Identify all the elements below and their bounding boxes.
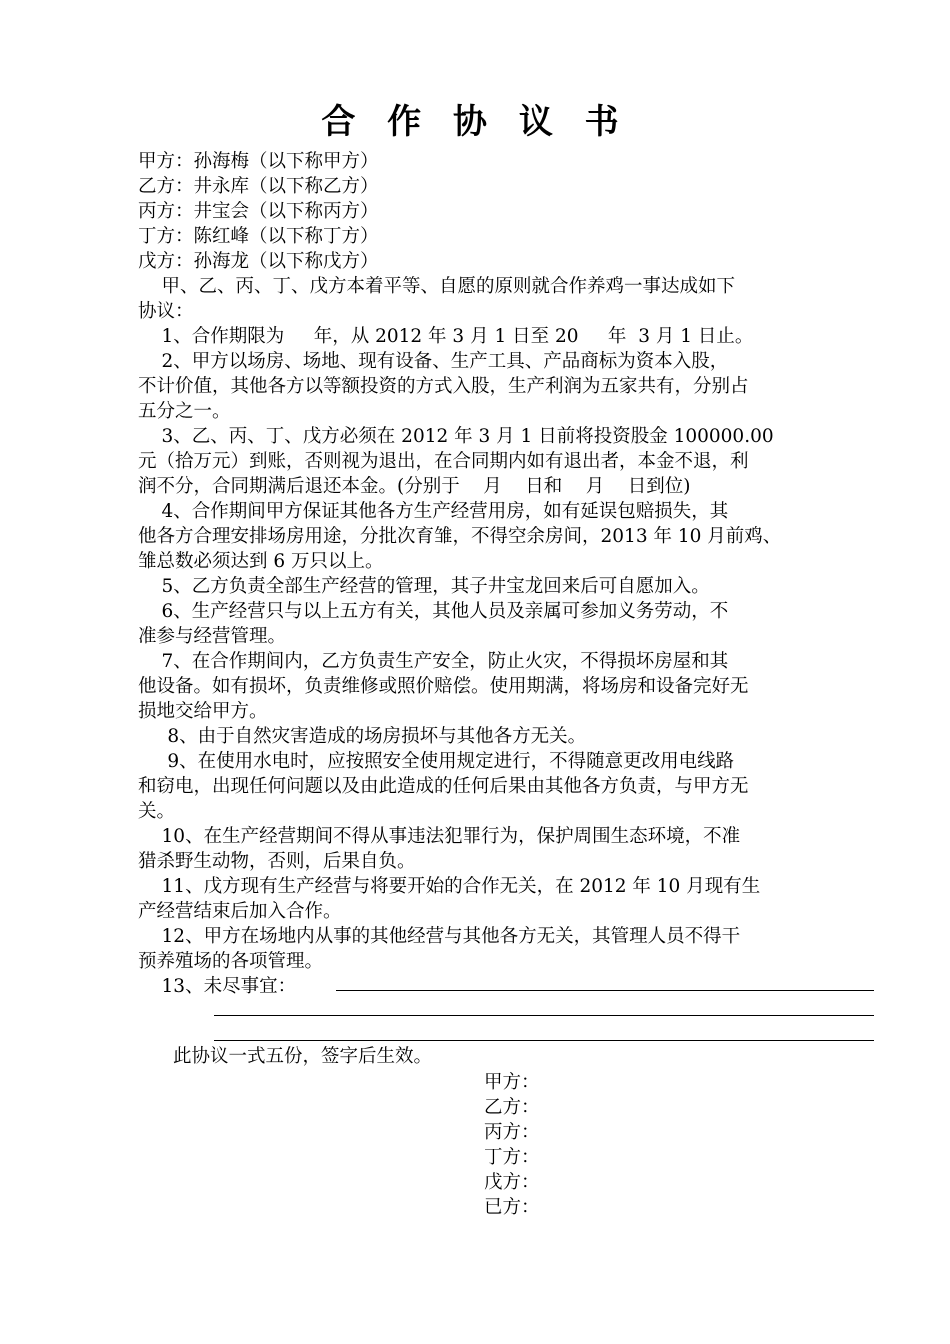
- blank-fill-line-3: [214, 1040, 874, 1041]
- party-line-bing: 丙方：井宝会（以下称丙方）: [138, 201, 379, 222]
- signature-bing: 丙方：: [484, 1122, 540, 1143]
- party-line-jia: 甲方：孙海梅（以下称甲方）: [138, 151, 379, 172]
- clause-2-line: 2、甲方以场房、场地、现有设备、生产工具、产品商标为资本入股，: [138, 351, 729, 372]
- clause-6-line: 6、生产经营只与以上五方有关，其他人员及亲属可参加义务劳动，不: [138, 601, 729, 622]
- signature-yi: 乙方：: [484, 1097, 540, 1118]
- signature-yi-extra: 已方：: [484, 1197, 540, 1218]
- party-line-wu: 戊方：孙海龙（以下称戊方）: [138, 251, 379, 272]
- clause-13-label: 13、未尽事宜：: [138, 976, 297, 997]
- agreement-body: [138, 149, 884, 999]
- clause-9-line: 关。: [138, 801, 176, 822]
- clause-11-line: 11、戊方现有生产经营与将要开始的合作无关，在 2012 年 10 月现有生: [138, 876, 761, 897]
- clause-12-line: 预养殖场的各项管理。: [138, 951, 324, 972]
- clause-1-line: 1、合作期限为 年，从 2012 年 3 月 1 日至 20 年 3 月 1 日止。: [138, 326, 754, 347]
- clause-4-line: 4、合作期间甲方保证其他各方生产经营用房，如有延误包赔损失，其: [138, 501, 729, 522]
- clause-4-line: 雏总数必须达到 6 万只以上。: [138, 551, 384, 572]
- clause-7-line: 他设备。如有损坏，负责维修或照价赔偿。使用期满，将场房和设备完好无: [138, 676, 749, 697]
- clause-9-line: 9、在使用水电时，应按照安全使用规定进行，不得随意更改用电线路: [138, 751, 735, 772]
- clause-11-line: 产经营结束后加入合作。: [138, 901, 342, 922]
- signature-ding: 丁方：: [484, 1147, 540, 1168]
- clause-3-line: 润不分，合同期满后退还本金。(分别于 月 日和 月 日到位): [138, 476, 691, 497]
- clause-7-line: 损地交给甲方。: [138, 701, 268, 722]
- clause-6-line: 准参与经营管理。: [138, 626, 287, 647]
- clause-13-row: [138, 974, 884, 999]
- closing-note: 此协议一式五份，签字后生效。: [173, 1046, 433, 1067]
- signature-block: [484, 1070, 540, 1220]
- clause-7-line: 7、在合作期间内，乙方负责生产安全，防止火灾，不得损坏房屋和其: [138, 651, 729, 672]
- clause-8-line: 8、由于自然灾害造成的场房损坏与其他各方无关。: [138, 726, 587, 747]
- clause-10-line: 猎杀野生动物，否则，后果自负。: [138, 851, 416, 872]
- party-line-ding: 丁方：陈红峰（以下称丁方）: [138, 226, 379, 247]
- intro-line: 协议：: [138, 301, 194, 322]
- blank-fill-line-1: [336, 990, 874, 991]
- parties-list: [138, 149, 884, 274]
- clause-10-line: 10、在生产经营期间不得从事违法犯罪行为，保护周围生态环境，不准: [138, 826, 741, 847]
- clause-12-line: 12、甲方在场地内从事的其他经营与其他各方无关，其管理人员不得干: [138, 926, 741, 947]
- clause-4-line: 他各方合理安排场房用途，分批次育雏，不得空余房间，2013 年 10 月前鸡、: [138, 526, 782, 547]
- signature-jia: 甲方：: [484, 1072, 540, 1093]
- party-line-yi: 乙方：井永库（以下称乙方）: [138, 176, 379, 197]
- clause-9-line: 和窃电，出现任何问题以及由此造成的任何后果由其他各方负责，与甲方无: [138, 776, 749, 797]
- clause-2-line: 五分之一。: [138, 401, 231, 422]
- document-title: 合 作 协 议 书: [321, 102, 629, 142]
- signature-wu: 戊方：: [484, 1172, 540, 1193]
- clause-5-line: 5、乙方负责全部生产经营的管理，其子井宝龙回来后可自愿加入。: [138, 576, 710, 597]
- clause-2-line: 不计价值，其他各方以等额投资的方式入股，生产利润为五家共有，分别占: [138, 376, 749, 397]
- blank-fill-line-2: [214, 1015, 874, 1016]
- clause-3-line: 3、乙、丙、丁、戊方必须在 2012 年 3 月 1 日前将投资股金 100000.00: [138, 426, 774, 447]
- clauses: [138, 274, 884, 999]
- clause-3-line: 元（拾万元）到账，否则视为退出，在合同期内如有退出者，本金不退，利: [138, 451, 749, 472]
- intro-line: 甲、乙、丙、丁、戊方本着平等、自愿的原则就合作养鸡一事达成如下: [138, 276, 736, 297]
